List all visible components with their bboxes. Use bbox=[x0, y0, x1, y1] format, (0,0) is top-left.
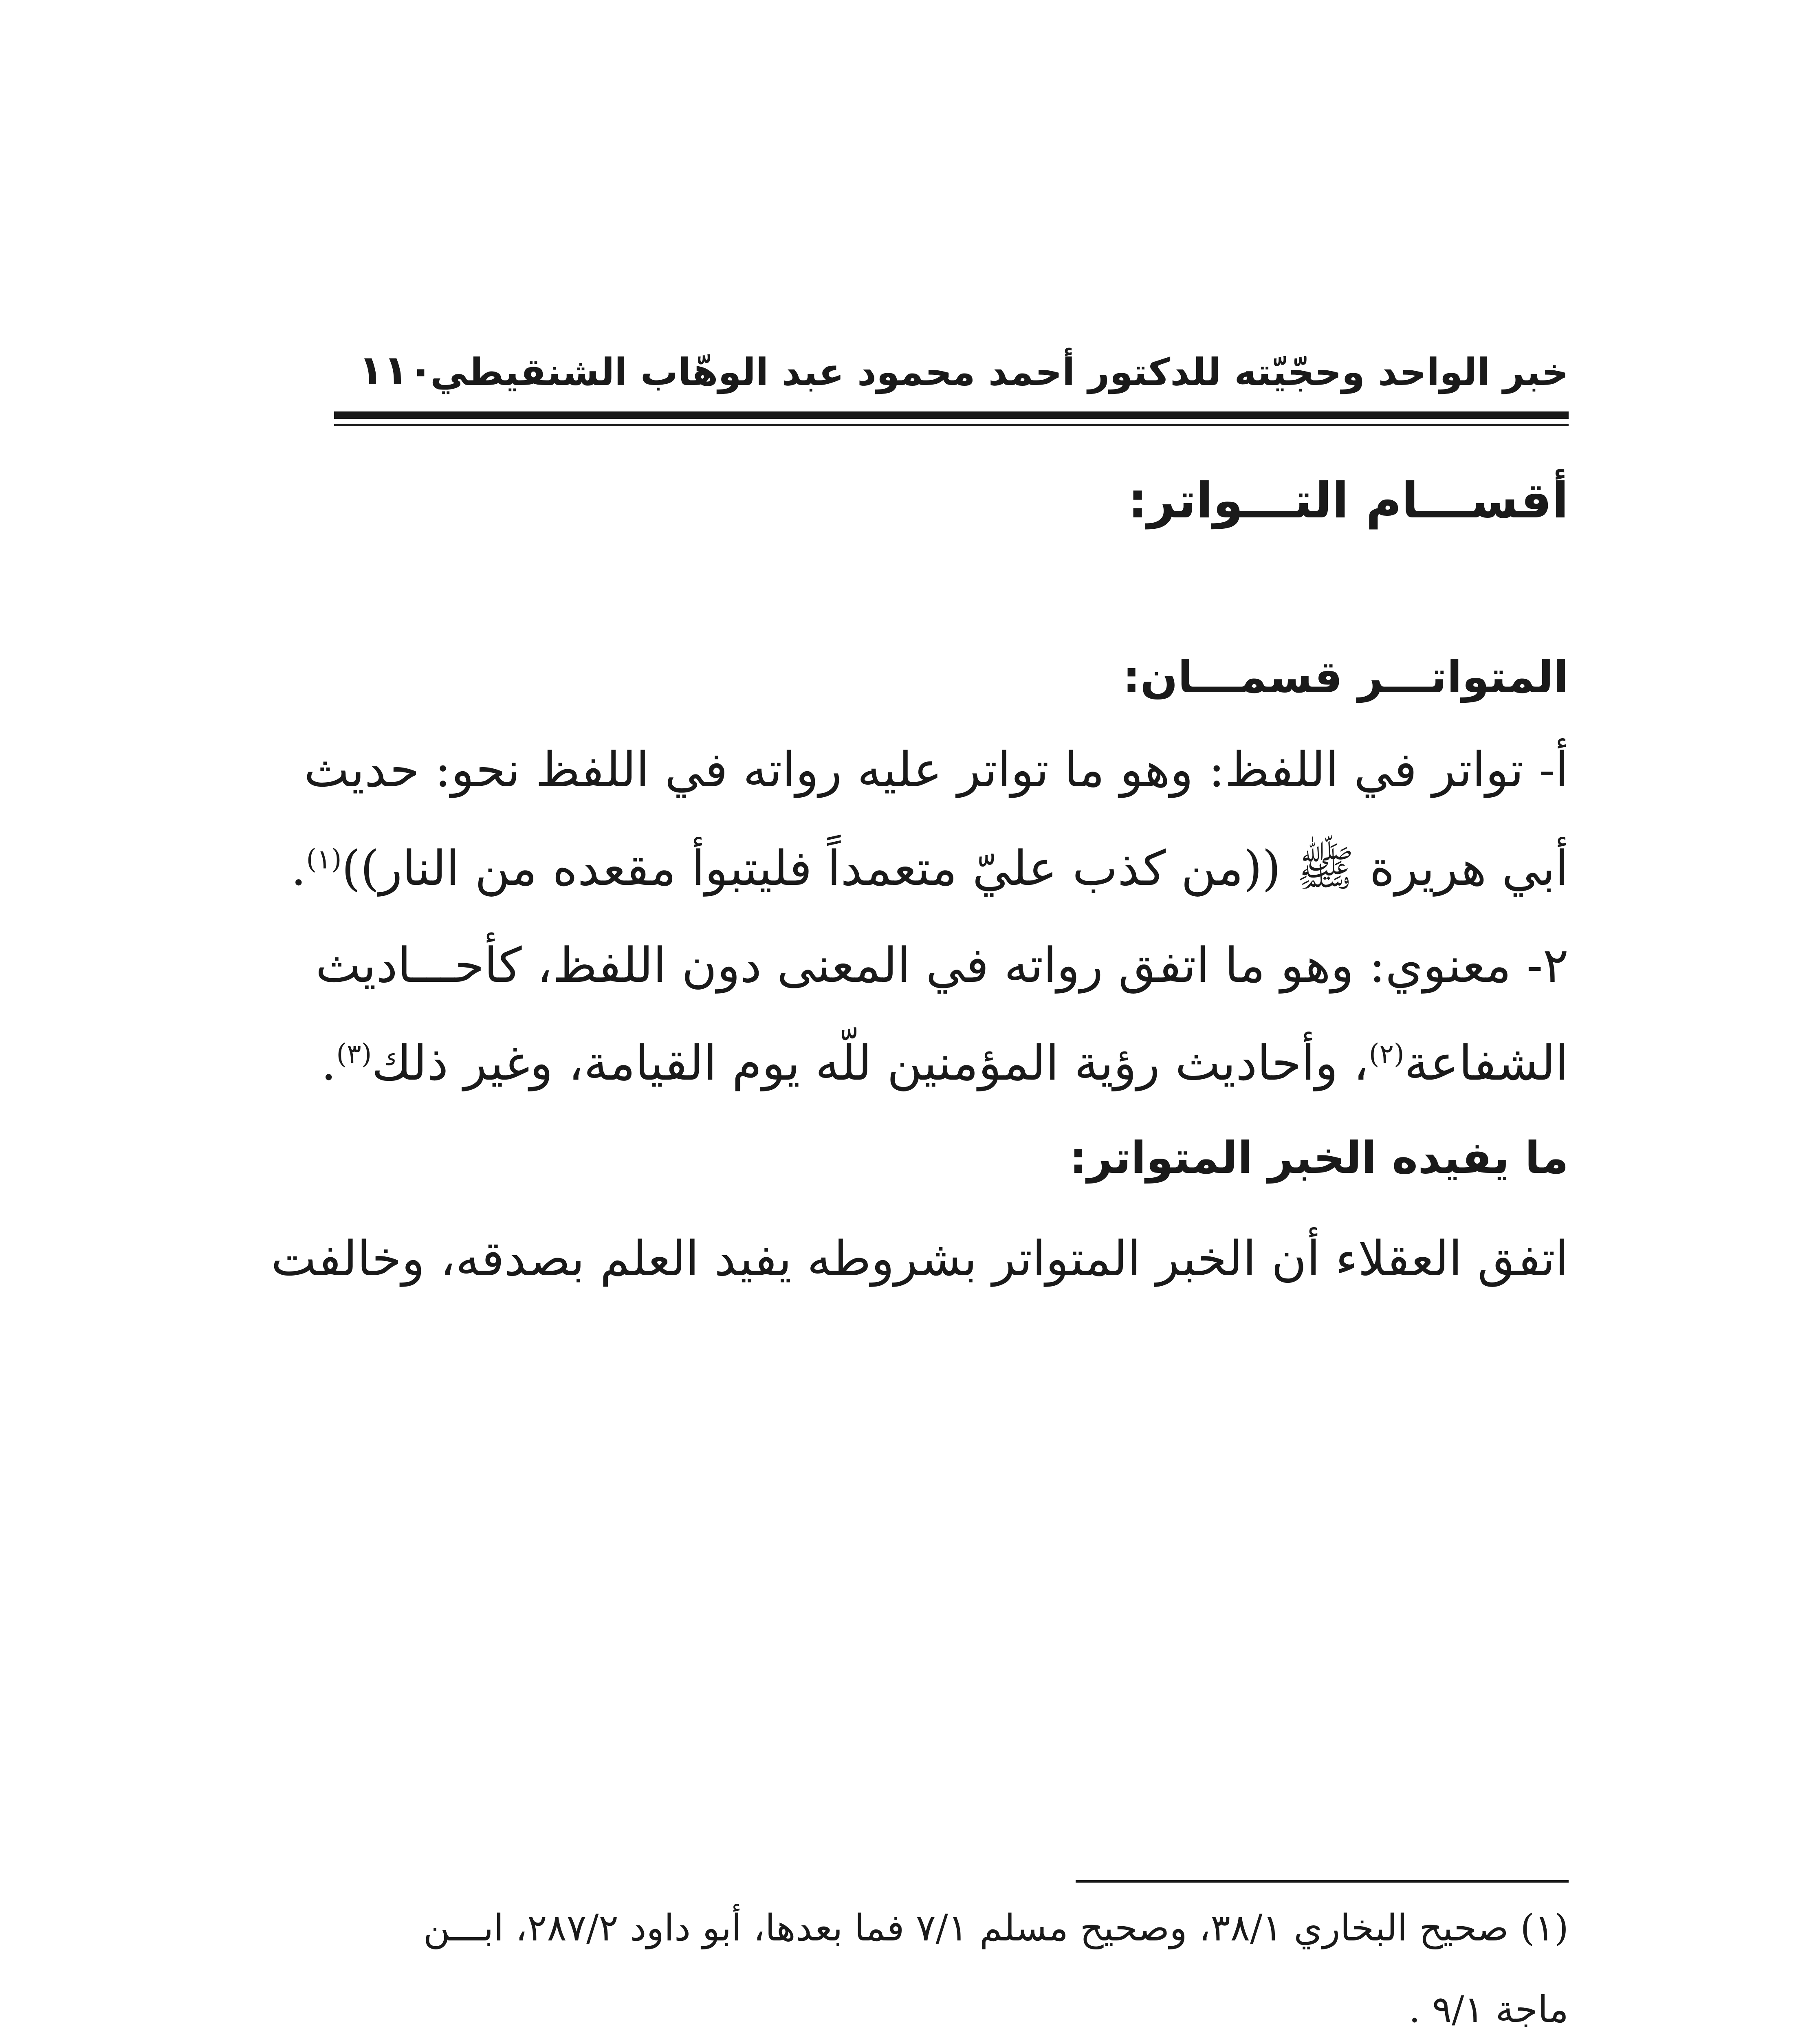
section-heading-benefit: ما يفيده الخبر المتواتر: bbox=[1069, 1133, 1569, 1183]
header-rule-thick bbox=[334, 411, 1569, 419]
item2-ruya: ، وأحاديث رؤية المؤمنين للّه يوم القيامة، وغير ذلك bbox=[372, 1035, 1369, 1091]
header-rule-thin bbox=[334, 424, 1569, 426]
item1-line1: أ- تواتر في اللفظ: وهو ما تواتر عليه رواته في اللفظ نحو: حديث bbox=[304, 741, 1569, 798]
item1-period: . bbox=[290, 840, 306, 896]
page-header bbox=[334, 346, 1569, 411]
section-heading-types: أقســـام التـــواتر: bbox=[1128, 473, 1569, 529]
footnote-separator bbox=[1076, 1880, 1569, 1883]
item1-line2 bbox=[290, 839, 1569, 909]
types-count-line: المتواتـــر قسمـــان: bbox=[1122, 652, 1569, 703]
benefit-paragraph-line1: اتفق العقلاء أن الخبر المتواتر بشروطه يفيد العلم بصدقه، وخالفت bbox=[271, 1230, 1569, 1287]
page-number: ١١٠ bbox=[359, 346, 434, 394]
footnote-1-line2: ماجة ٩/١ . bbox=[1408, 1988, 1569, 2031]
footnote-ref-2[interactable]: (٢) bbox=[1369, 1038, 1404, 1070]
item2-shafaa: الشفاعة bbox=[1404, 1035, 1569, 1091]
item2-line2 bbox=[321, 1035, 1569, 1091]
running-title: خبر الواحد وحجّيّته للدكتور أحمد محمود عبد الوهّاب الشنقيطي bbox=[430, 350, 1569, 394]
item1-hadith-text: أبي هريرة ﷺ ((من كذب عليّ متعمداً فليتبوأ مقعده من النار)) bbox=[341, 840, 1569, 896]
footnote-ref-3[interactable]: (٣) bbox=[336, 1038, 372, 1070]
footnote-ref-1[interactable]: (١) bbox=[306, 843, 342, 875]
item2-period: . bbox=[321, 1035, 337, 1091]
footnote-1-line1: (١) صحيح البخاري ٣٨/١، وصحيح مسلم ٧/١ فما بعدها، أبو داود ٢٨٧/٢، ابـــن bbox=[423, 1907, 1569, 1949]
item2-line1: ٢- معنوي: وهو ما اتفق رواته في المعنى دون اللفظ، كأحـــاديث bbox=[315, 937, 1569, 993]
